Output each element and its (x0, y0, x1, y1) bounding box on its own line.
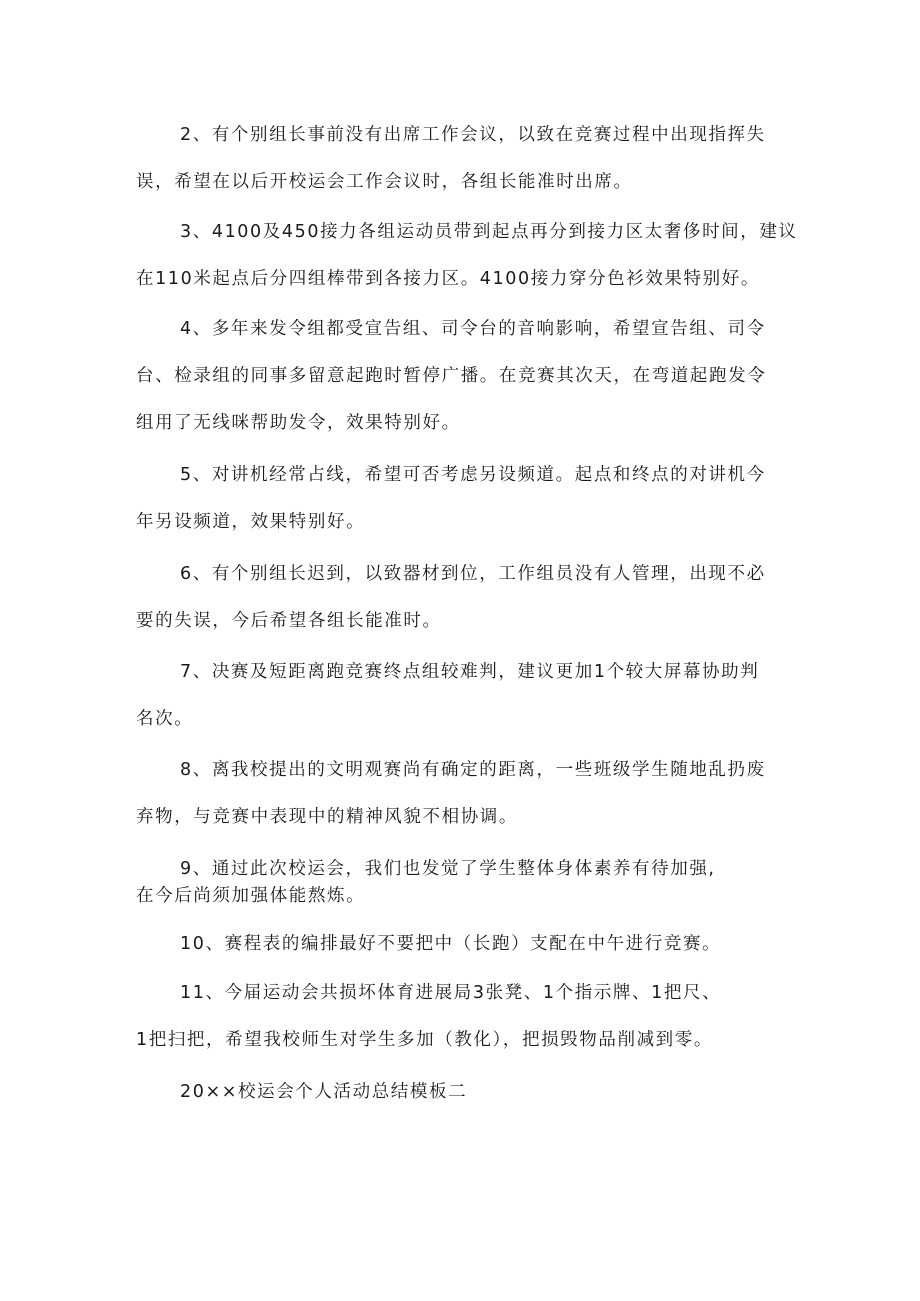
item-4-line-3: 组用了无线咪帮助发令，效果特别好。 (136, 413, 461, 433)
item-4-line-2: 台、检录组的同事多留意起跑时暂停广播。在竞赛其次天，在弯道起跑发令 (136, 366, 767, 386)
item-11-line-2: 1把扫把，希望我校师生对学生多加（教化），把损毁物品削减到零。 (136, 1030, 713, 1050)
item-6-line-2: 要的失误，今后希望各组长能准时。 (136, 611, 442, 631)
item-8-line-1: 8、离我校提出的文明观赛尚有确定的距离，一些班级学生随地乱扔废 (180, 760, 766, 780)
item-5 (136, 452, 796, 546)
item-11-line-1: 11、今届运动会共损坏体育进展局3张凳、1个指示牌、1把尺、 (180, 983, 722, 1003)
item-3-line-2: 在110米起点后分四组棒带到各接力区。4100接力穿分色衫效果特别好。 (136, 269, 760, 289)
item-3-line-1: 3、4100及450接力各组运动员带到起点再分到接力区太奢侈时间，建议 (180, 222, 798, 242)
item-9 (136, 856, 796, 910)
item-6 (136, 551, 796, 645)
item-2 (136, 112, 796, 206)
item-7 (136, 649, 796, 743)
item-4-line-1: 4、多年来发令组都受宣告组、司令台的音响影响，希望宣告组、司令 (180, 319, 766, 339)
item-7-line-1: 7、决赛及短距离跑竞赛终点组较难判，建议更加1个较大屏幕协助判 (180, 662, 760, 682)
item-2-line-2: 误，希望在以后开校运会工作会议时，各组长能准时出席。 (136, 172, 633, 192)
item-8-line-2: 弃物，与竞赛中表现中的精神风貌不相协调。 (136, 807, 518, 827)
item-7-line-2: 名次。 (136, 709, 194, 729)
item-10-line-1: 10、赛程表的编排最好不要把中（长跑）支配在中午进行竞赛。 (180, 934, 722, 954)
item-5-line-1: 5、对讲机经常占线，希望可否考虑另设频道。起点和终点的对讲机今 (180, 465, 766, 485)
item-11 (136, 970, 796, 1064)
item-3 (136, 209, 796, 303)
section-heading (136, 1069, 796, 1116)
item-8 (136, 747, 796, 841)
section-heading-text: 20××校运会个人活动总结模板二 (180, 1082, 468, 1102)
item-2-line-1: 2、有个别组长事前没有出席工作会议，以致在竞赛过程中出现指挥失 (180, 125, 766, 145)
item-6-line-1: 6、有个别组长迟到，以致器材到位，工作组员没有人管理，出现不必 (180, 564, 766, 584)
item-5-line-2: 年另设频道，效果特别好。 (136, 512, 366, 532)
item-9-line-2: 在今后尚须加强体能熬炼。 (136, 886, 366, 906)
item-9-line-1: 9、通过此次校运会，我们也发觉了学生整体身体素养有待加强, (180, 859, 716, 879)
item-10 (136, 921, 796, 968)
item-4 (136, 306, 796, 447)
